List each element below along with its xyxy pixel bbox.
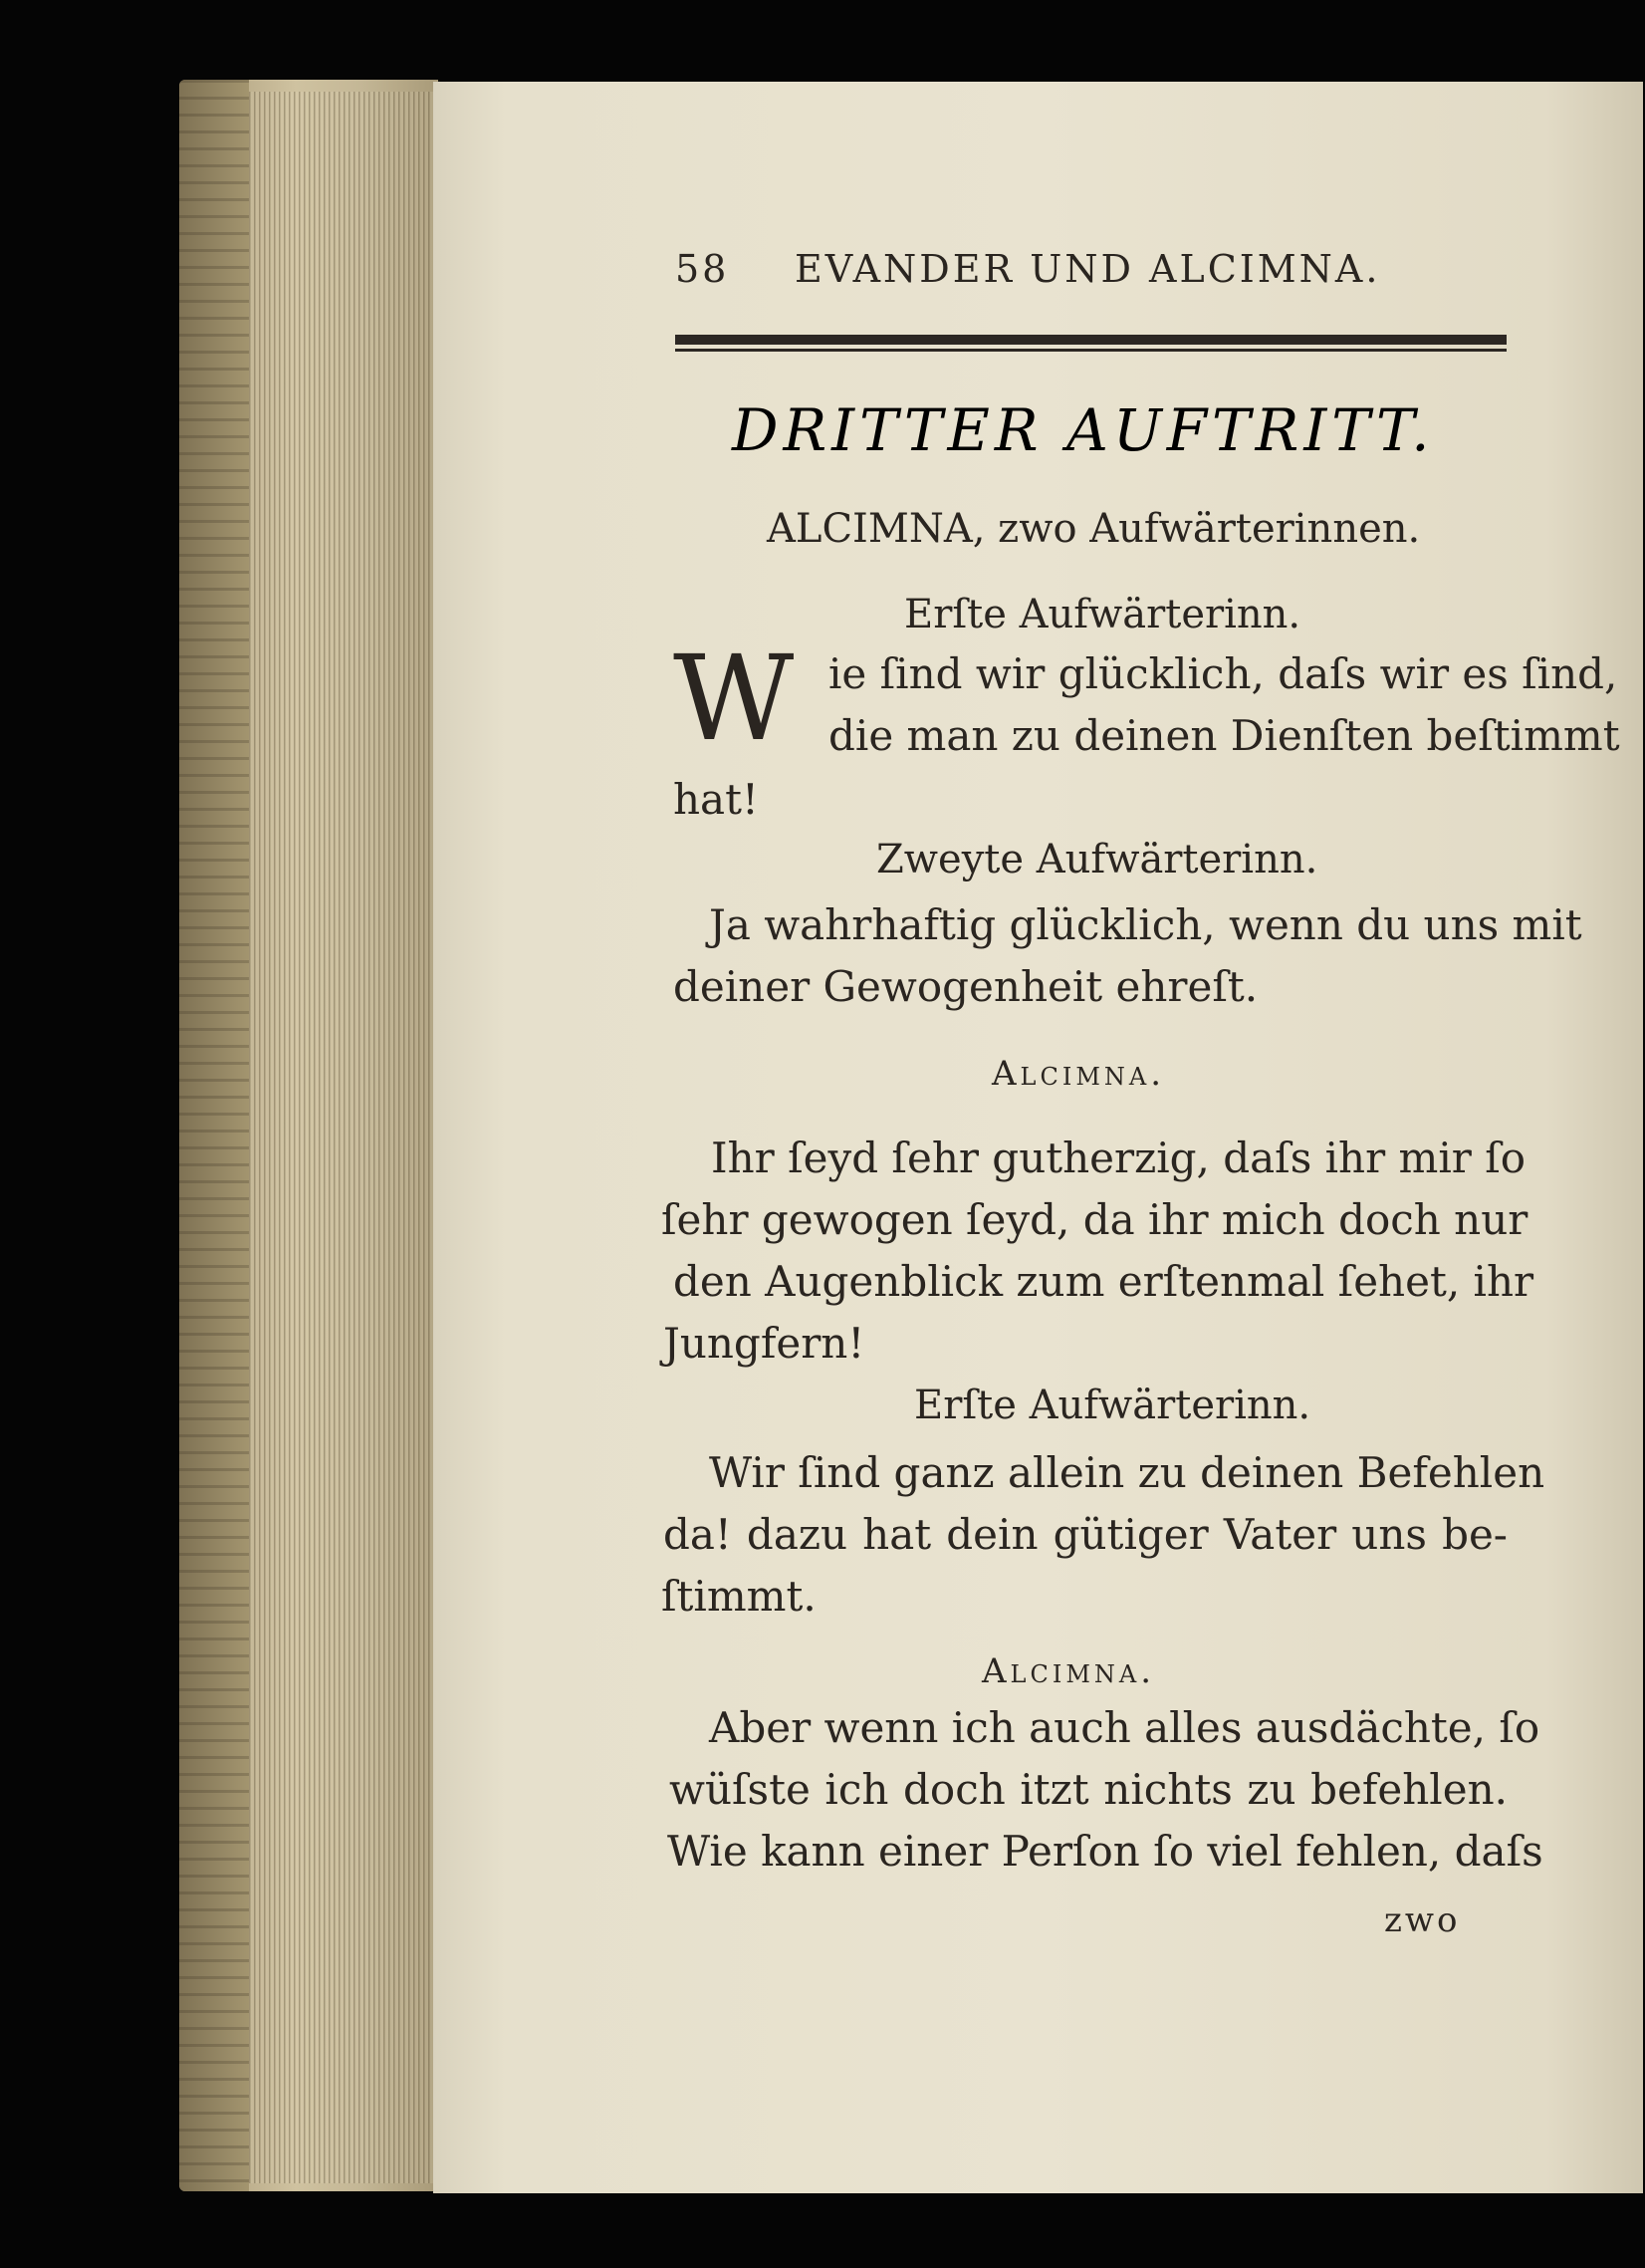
speaker-label: Erſte Aufwärterinn. — [904, 592, 1301, 637]
speaker-label: Alcimna. — [992, 1054, 1166, 1094]
dialogue-line: ſtimmt. — [661, 1572, 817, 1621]
page-edge-lines — [249, 92, 438, 2183]
dialogue-line: Aber wenn ich auch alles ausdächte, ſo — [709, 1703, 1540, 1752]
dialogue-line: deiner Gewogenheit ehreſt. — [673, 962, 1259, 1011]
dialogue-line: ſehr gewogen ſeyd, da ihr mich doch nur — [661, 1195, 1528, 1244]
header-rule-thin — [675, 349, 1507, 352]
book — [179, 62, 1645, 2203]
speaker-label: Erſte Aufwärterinn. — [914, 1383, 1311, 1428]
cast-list: ALCIMNA, zwo Aufwärterinnen. — [767, 506, 1421, 552]
dialogue-line: Jungfern! — [663, 1319, 865, 1368]
drop-cap: W — [673, 630, 795, 767]
speaker-label: Alcimna. — [982, 1651, 1156, 1691]
dialogue-line: die man zu deinen Dienſten beſtimmt — [828, 711, 1620, 760]
catchword: zwo — [1384, 1900, 1461, 1940]
running-title: EVANDER UND ALCIMNA. — [795, 247, 1381, 291]
book-cover-edge — [179, 80, 249, 2191]
dialogue-line: hat! — [673, 775, 759, 824]
running-header — [675, 247, 1392, 297]
dialogue-line: wüſste ich doch itzt nichts zu befehlen. — [669, 1765, 1508, 1814]
dialogue-line: ie ſind wir glücklich, daſs wir es ſind, — [828, 649, 1618, 698]
page-number: 58 — [675, 247, 730, 291]
dialogue-line: Ja wahrhaftig glücklich, wenn du uns mit — [709, 900, 1582, 949]
dialogue-line: da! dazu hat dein gütiger Vater uns be- — [663, 1510, 1508, 1559]
dialogue-line: Ihr ſeyd ſehr gutherzig, daſs ihr mir ſo — [711, 1134, 1527, 1182]
dialogue-line: den Augenblick zum erſtenmal ſehet, ihr — [673, 1257, 1534, 1306]
header-rule — [675, 335, 1507, 345]
scene-title: DRITTER AUFTRITT. — [732, 396, 1435, 464]
dialogue-line: Wir ſind ganz allein zu deinen Befehlen — [709, 1448, 1545, 1497]
dialogue-line: Wie kann einer Perſon ſo viel fehlen, daſs — [667, 1827, 1543, 1876]
speaker-label: Zweyte Aufwärterinn. — [876, 837, 1318, 882]
